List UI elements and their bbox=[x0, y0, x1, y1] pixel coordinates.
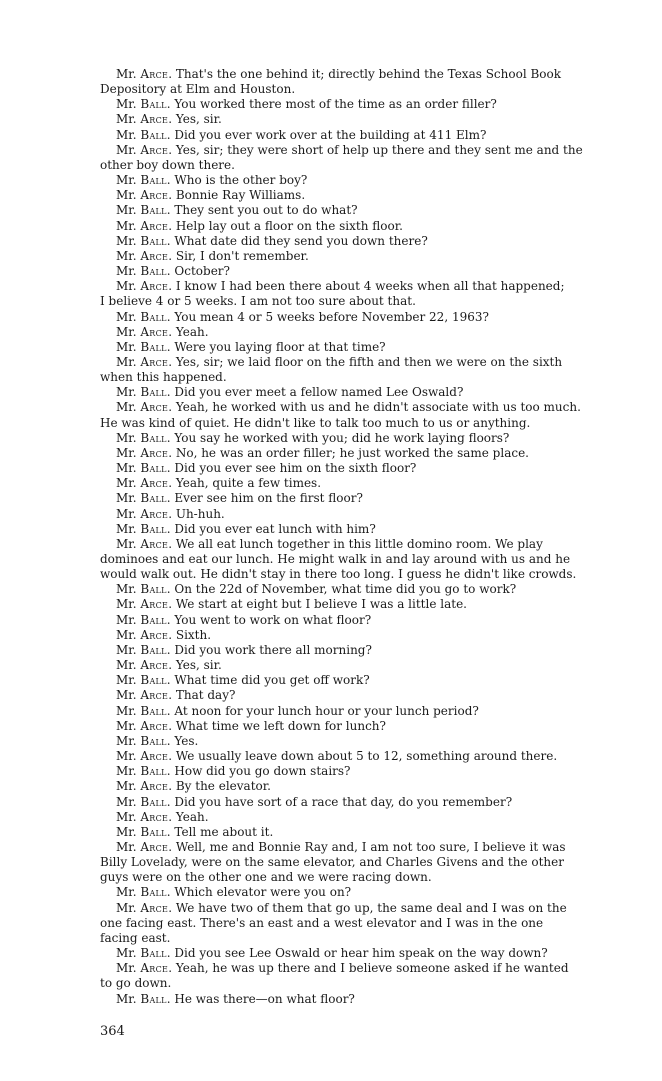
speaker-name: Arce bbox=[140, 142, 169, 157]
testimony-paragraph bbox=[100, 385, 630, 400]
testimony-paragraph bbox=[100, 840, 630, 885]
speaker-name: Arce bbox=[140, 839, 169, 854]
page-number: 364 bbox=[100, 1024, 125, 1039]
speaker-title: Mr. bbox=[116, 718, 141, 733]
line-text: Ever see him on the first floor? bbox=[174, 491, 363, 506]
line-text: Did you ever meet a fellow named Lee Oswald? bbox=[174, 385, 464, 400]
speaker-name: Arce bbox=[140, 809, 169, 824]
line-text: How did you go down stairs? bbox=[174, 764, 351, 779]
text-line: Mr. Ball. Which elevator were you on? bbox=[116, 885, 352, 900]
speaker-name: Arce bbox=[140, 536, 169, 551]
speaker-title: Mr. bbox=[116, 688, 141, 703]
testimony-paragraph bbox=[100, 764, 630, 779]
line-text: Which elevator were you on? bbox=[174, 885, 352, 900]
testimony-paragraph bbox=[100, 628, 630, 643]
speaker-title: Mr. bbox=[116, 749, 141, 764]
text-line: Mr. Arce. No, he was an order filler; he just worked the same place. bbox=[116, 445, 529, 460]
text-line: Mr. Arce. We start at eight but I believe I was a little late. bbox=[116, 597, 467, 612]
testimony-paragraph bbox=[100, 249, 630, 264]
speaker-title: Mr. bbox=[116, 385, 141, 400]
speaker-title: Mr. bbox=[116, 173, 141, 188]
text-line: Mr. Ball. Did you have sort of a race that day, do you remember? bbox=[116, 794, 513, 809]
text-line: Mr. Ball. You say he worked with you; did he work laying floors? bbox=[116, 430, 510, 445]
text-line: Mr. Arce. Yes, sir; they were short of help up there and they sent me and the bbox=[116, 142, 583, 157]
speaker-title: Mr. bbox=[116, 900, 141, 915]
speaker-title: Mr. bbox=[116, 112, 141, 127]
line-text: Help lay out a floor on the sixth floor. bbox=[175, 218, 403, 233]
line-text: What time did you get off work? bbox=[174, 673, 370, 688]
speaker-title: Mr. bbox=[116, 521, 141, 536]
text-line bbox=[100, 416, 630, 431]
speaker-name: Arce bbox=[140, 324, 169, 339]
testimony-paragraph bbox=[100, 688, 630, 703]
text-line: Mr. Ball. He was there—on what floor? bbox=[116, 991, 355, 1006]
speaker-name: Arce bbox=[140, 658, 169, 673]
text-line bbox=[100, 294, 630, 309]
text-line: Mr. Arce. That's the one behind it; directly behind the Texas School Book bbox=[116, 67, 562, 81]
text-line bbox=[100, 855, 630, 870]
testimony-paragraph bbox=[100, 97, 630, 112]
text-line: Mr. Arce. Uh-huh. bbox=[116, 506, 225, 521]
speaker-title: Mr. bbox=[116, 809, 141, 824]
text-line: Mr. Arce. Yes, sir; we laid floor on the fifth and then we were on the sixth bbox=[116, 354, 563, 369]
text-line: Mr. Ball. At noon for your lunch hour or your lunch period? bbox=[116, 703, 479, 718]
speaker-name: Ball bbox=[140, 521, 167, 536]
line-text: Depository at Elm and Houston. bbox=[100, 82, 296, 97]
testimony-paragraph bbox=[100, 582, 630, 597]
speaker-title: Mr. bbox=[116, 597, 141, 612]
text-line: Mr. Ball. What time did you get off work? bbox=[116, 673, 370, 688]
text-line: Mr. Arce. Sixth. bbox=[116, 627, 212, 642]
speaker-title: Mr. bbox=[116, 703, 141, 718]
speaker-title: Mr. bbox=[116, 612, 141, 627]
speaker-name: Arce bbox=[140, 749, 169, 764]
speaker-title: Mr. bbox=[116, 279, 141, 294]
testimony-paragraph bbox=[100, 234, 630, 249]
line-text: That day? bbox=[175, 688, 236, 703]
speaker-title: Mr. bbox=[116, 885, 141, 900]
text-line bbox=[100, 552, 630, 567]
line-text: other boy down there. bbox=[100, 157, 235, 172]
testimony-paragraph bbox=[100, 203, 630, 218]
testimony-paragraph bbox=[100, 491, 630, 506]
testimony-paragraph bbox=[100, 946, 630, 961]
text-line: Mr. Ball. Who is the other boy? bbox=[116, 173, 308, 188]
text-line: Mr. Ball. Did you ever work over at the building at 411 Elm? bbox=[116, 127, 487, 142]
speaker-title: Mr. bbox=[116, 218, 141, 233]
text-line: Mr. Ball. Ever see him on the first floor? bbox=[116, 491, 363, 506]
line-text: dominoes and eat our lunch. He might walk in and lay around with us and he bbox=[100, 552, 571, 566]
line-text: Billy Lovelady, were on the same elevator, and Charles Givens and the other bbox=[100, 855, 564, 870]
line-text: Yeah. bbox=[175, 809, 209, 824]
line-text: to go down. bbox=[100, 976, 172, 991]
testimony-paragraph bbox=[100, 810, 630, 825]
text-line: Mr. Ball. Tell me about it. bbox=[116, 824, 274, 839]
testimony-paragraph bbox=[100, 219, 630, 234]
text-line: Mr. Ball. You mean 4 or 5 weeks before November 22, 1963? bbox=[116, 309, 489, 324]
line-text: We all eat lunch together in this little domino room. We play bbox=[175, 536, 543, 551]
line-text: He was there—on what floor? bbox=[174, 991, 355, 1006]
text-line: Mr. Arce. What time we left down for lunch? bbox=[116, 718, 386, 733]
testimony-paragraph bbox=[100, 264, 630, 279]
speaker-title: Mr. bbox=[116, 203, 141, 218]
speaker-name: Ball bbox=[140, 582, 167, 597]
speaker-title: Mr. bbox=[116, 339, 141, 354]
text-line: Mr. Ball. October? bbox=[116, 264, 230, 279]
line-text: Yes, sir. bbox=[175, 658, 222, 673]
speaker-name: Ball bbox=[140, 203, 167, 218]
testimony-paragraph bbox=[100, 961, 630, 991]
text-line: Mr. Arce. Yeah. bbox=[116, 809, 209, 824]
text-line: Mr. Ball. Did you ever meet a fellow named Lee Oswald? bbox=[116, 385, 464, 400]
speaker-title: Mr. bbox=[116, 733, 141, 748]
text-line: Mr. Arce. Yes, sir. bbox=[116, 658, 222, 673]
speaker-name: Arce bbox=[140, 597, 169, 612]
speaker-title: Mr. bbox=[116, 839, 141, 854]
line-text: We start at eight but I believe I was a little late. bbox=[175, 597, 467, 612]
speaker-title: Mr. bbox=[116, 961, 141, 976]
speaker-title: Mr. bbox=[116, 264, 141, 279]
testimony-paragraph bbox=[100, 734, 630, 749]
line-text: By the elevator. bbox=[175, 779, 271, 794]
line-text: Yes, sir; they were short of help up there and they sent me and the bbox=[175, 142, 583, 157]
speaker-name: Ball bbox=[140, 97, 167, 112]
testimony-paragraph bbox=[100, 476, 630, 491]
speaker-title: Mr. bbox=[116, 430, 141, 445]
text-line: Mr. Ball. Did you work there all morning? bbox=[116, 642, 372, 657]
speaker-title: Mr. bbox=[116, 142, 141, 157]
speaker-name: Ball bbox=[140, 430, 167, 445]
speaker-title: Mr. bbox=[116, 476, 141, 491]
line-text: Did you see Lee Oswald or hear him speak on the way down? bbox=[174, 946, 548, 961]
testimony-paragraph bbox=[100, 613, 630, 628]
line-text: What time we left down for lunch? bbox=[175, 718, 386, 733]
testimony-text bbox=[100, 67, 630, 1007]
testimony-paragraph bbox=[100, 67, 630, 97]
text-line: Mr. Arce. Yeah, quite a few times. bbox=[116, 476, 322, 491]
testimony-paragraph bbox=[100, 355, 630, 385]
speaker-title: Mr. bbox=[116, 127, 141, 142]
testimony-paragraph bbox=[100, 749, 630, 764]
line-text: Yeah, quite a few times. bbox=[175, 476, 322, 491]
speaker-name: Ball bbox=[140, 703, 167, 718]
testimony-paragraph bbox=[100, 992, 630, 1007]
testimony-paragraph bbox=[100, 173, 630, 188]
text-line: Mr. Arce. Yeah, he worked with us and he didn't associate with us too much. bbox=[116, 400, 581, 415]
line-text: Did you work there all morning? bbox=[174, 642, 372, 657]
speaker-title: Mr. bbox=[116, 991, 141, 1006]
speaker-title: Mr. bbox=[116, 461, 141, 476]
line-text: when this happened. bbox=[100, 370, 227, 385]
speaker-name: Arce bbox=[140, 506, 169, 521]
text-line: Mr. Arce. Help lay out a floor on the sixth floor. bbox=[116, 218, 403, 233]
speaker-name: Arce bbox=[140, 627, 169, 642]
speaker-title: Mr. bbox=[116, 188, 141, 203]
speaker-name: Arce bbox=[140, 218, 169, 233]
speaker-title: Mr. bbox=[116, 794, 141, 809]
speaker-title: Mr. bbox=[116, 506, 141, 521]
line-text: Uh-huh. bbox=[175, 506, 225, 521]
speaker-title: Mr. bbox=[116, 233, 141, 248]
line-text: That's the one behind it; directly behind the Texas School Book bbox=[175, 67, 562, 81]
text-line: Mr. Arce. Yeah. bbox=[116, 324, 209, 339]
speaker-name: Arce bbox=[140, 188, 169, 203]
line-text: What date did they send you down there? bbox=[174, 233, 428, 248]
testimony-paragraph bbox=[100, 673, 630, 688]
text-line: Mr. Arce. Yes, sir. bbox=[116, 112, 222, 127]
text-line bbox=[100, 870, 630, 885]
speaker-name: Ball bbox=[140, 339, 167, 354]
testimony-paragraph bbox=[100, 128, 630, 143]
testimony-paragraph bbox=[100, 901, 630, 946]
line-text: Yeah. bbox=[175, 324, 209, 339]
text-line: Mr. Ball. You went to work on what floor? bbox=[116, 612, 372, 627]
speaker-name: Ball bbox=[140, 885, 167, 900]
speaker-title: Mr. bbox=[116, 764, 141, 779]
line-text: Well, me and Bonnie Ray and, I am not too sure, I believe it was bbox=[175, 839, 566, 854]
speaker-name: Arce bbox=[140, 476, 169, 491]
testimony-paragraph bbox=[100, 658, 630, 673]
testimony-paragraph bbox=[100, 310, 630, 325]
speaker-name: Arce bbox=[140, 900, 169, 915]
line-text: guys were on the other one and we were racing down. bbox=[100, 870, 432, 885]
line-text: You say he worked with you; did he work laying floors? bbox=[174, 430, 510, 445]
testimony-paragraph bbox=[100, 507, 630, 522]
speaker-name: Ball bbox=[140, 612, 167, 627]
line-text: No, he was an order filler; he just worked the same place. bbox=[175, 445, 529, 460]
testimony-paragraph bbox=[100, 325, 630, 340]
testimony-paragraph bbox=[100, 704, 630, 719]
line-text: facing east. bbox=[100, 930, 171, 945]
text-line: Mr. Arce. We all eat lunch together in this little domino room. We play bbox=[116, 536, 543, 551]
line-text: You mean 4 or 5 weeks before November 22, 1963? bbox=[174, 309, 489, 324]
speaker-title: Mr. bbox=[116, 673, 141, 688]
speaker-name: Arce bbox=[140, 400, 169, 415]
text-line bbox=[100, 931, 630, 946]
speaker-name: Ball bbox=[140, 309, 167, 324]
testimony-paragraph bbox=[100, 143, 630, 173]
speaker-name: Arce bbox=[140, 688, 169, 703]
testimony-paragraph bbox=[100, 779, 630, 794]
testimony-paragraph bbox=[100, 825, 630, 840]
speaker-name: Arce bbox=[140, 779, 169, 794]
text-line bbox=[100, 976, 630, 991]
text-line bbox=[100, 567, 630, 582]
text-line bbox=[100, 916, 630, 931]
speaker-name: Arce bbox=[140, 445, 169, 460]
speaker-title: Mr. bbox=[116, 582, 141, 597]
speaker-title: Mr. bbox=[116, 324, 141, 339]
text-line: Mr. Ball. What date did they send you down there? bbox=[116, 233, 428, 248]
line-text: Did you ever eat lunch with him? bbox=[174, 521, 376, 536]
text-line: Mr. Ball. You worked there most of the time as an order filler? bbox=[116, 97, 497, 112]
testimony-paragraph bbox=[100, 885, 630, 900]
text-line: Mr. Ball. Did you ever eat lunch with him? bbox=[116, 521, 376, 536]
speaker-name: Arce bbox=[140, 354, 169, 369]
line-text: Tell me about it. bbox=[174, 824, 274, 839]
line-text: Yes, sir; we laid floor on the fifth and then we were on the sixth bbox=[175, 354, 563, 369]
line-text: Yes. bbox=[174, 733, 199, 748]
testimony-paragraph bbox=[100, 597, 630, 612]
testimony-paragraph bbox=[100, 188, 630, 203]
text-line: Mr. Arce. Yeah, he was up there and I believe someone asked if he wanted bbox=[116, 961, 569, 976]
line-text: Who is the other boy? bbox=[174, 173, 308, 188]
speaker-name: Ball bbox=[140, 461, 167, 476]
text-line: Mr. Ball. On the 22d of November, what time did you go to work? bbox=[116, 582, 517, 597]
testimony-paragraph bbox=[100, 795, 630, 810]
speaker-title: Mr. bbox=[116, 354, 141, 369]
text-line: Mr. Arce. Bonnie Ray Williams. bbox=[116, 188, 306, 203]
speaker-name: Ball bbox=[140, 491, 167, 506]
speaker-name: Ball bbox=[140, 233, 167, 248]
text-line bbox=[100, 370, 630, 385]
line-text: Bonnie Ray Williams. bbox=[175, 188, 306, 203]
line-text: Yeah, he was up there and I believe someone asked if he wanted bbox=[175, 961, 569, 976]
text-line: Mr. Ball. Were you laying floor at that time? bbox=[116, 339, 386, 354]
text-line: Mr. Arce. Sir, I don't remember. bbox=[116, 248, 309, 263]
line-text: Did you ever work over at the building at 411 Elm? bbox=[174, 127, 487, 142]
testimony-paragraph bbox=[100, 537, 630, 582]
speaker-name: Ball bbox=[140, 264, 167, 279]
speaker-name: Ball bbox=[140, 794, 167, 809]
speaker-title: Mr. bbox=[116, 309, 141, 324]
text-line: Mr. Arce. We have two of them that go up, the same deal and I was on the bbox=[116, 900, 567, 915]
line-text: Sir, I don't remember. bbox=[175, 248, 309, 263]
testimony-paragraph bbox=[100, 431, 630, 446]
speaker-name: Arce bbox=[140, 67, 169, 81]
speaker-title: Mr. bbox=[116, 658, 141, 673]
text-line: Mr. Ball. They sent you out to do what? bbox=[116, 203, 358, 218]
testimony-paragraph bbox=[100, 340, 630, 355]
line-text: Yes, sir. bbox=[175, 112, 222, 127]
speaker-name: Ball bbox=[140, 127, 167, 142]
speaker-title: Mr. bbox=[116, 491, 141, 506]
testimony-paragraph bbox=[100, 461, 630, 476]
speaker-name: Ball bbox=[140, 642, 167, 657]
text-line: Mr. Arce. That day? bbox=[116, 688, 236, 703]
speaker-name: Ball bbox=[140, 733, 167, 748]
text-line: Mr. Arce. By the elevator. bbox=[116, 779, 271, 794]
speaker-name: Arce bbox=[140, 961, 169, 976]
line-text: I know I had been there about 4 weeks when all that happened; bbox=[175, 279, 565, 294]
testimony-paragraph bbox=[100, 719, 630, 734]
speaker-name: Ball bbox=[140, 824, 167, 839]
line-text: Did you have sort of a race that day, do you remember? bbox=[174, 794, 513, 809]
line-text: Sixth. bbox=[175, 627, 212, 642]
line-text: Yeah, he worked with us and he didn't associate with us too much. bbox=[175, 400, 581, 415]
text-line: Mr. Ball. Yes. bbox=[116, 733, 199, 748]
text-line: Mr. Ball. How did you go down stairs? bbox=[116, 764, 351, 779]
text-line: Mr. Arce. We usually leave down about 5 to 12, something around there. bbox=[116, 749, 558, 764]
text-line bbox=[100, 82, 630, 97]
line-text: On the 22d of November, what time did you go to work? bbox=[174, 582, 517, 597]
speaker-title: Mr. bbox=[116, 248, 141, 263]
line-text: Did you ever see him on the sixth floor? bbox=[174, 461, 417, 476]
speaker-name: Ball bbox=[140, 946, 167, 961]
speaker-name: Ball bbox=[140, 173, 167, 188]
testimony-paragraph bbox=[100, 112, 630, 127]
testimony-paragraph bbox=[100, 522, 630, 537]
line-text: You worked there most of the time as an order filler? bbox=[174, 97, 497, 112]
text-line: Mr. Arce. I know I had been there about 4 weeks when all that happened; bbox=[116, 279, 565, 294]
speaker-name: Arce bbox=[140, 112, 169, 127]
testimony-paragraph bbox=[100, 643, 630, 658]
testimony-paragraph bbox=[100, 446, 630, 461]
testimony-paragraph bbox=[100, 279, 630, 309]
line-text: one facing east. There's an east and a west elevator and I was in the one bbox=[100, 915, 544, 930]
speaker-title: Mr. bbox=[116, 642, 141, 657]
testimony-paragraph bbox=[100, 400, 630, 430]
speaker-name: Ball bbox=[140, 764, 167, 779]
line-text: They sent you out to do what? bbox=[174, 203, 358, 218]
speaker-title: Mr. bbox=[116, 946, 141, 961]
speaker-name: Ball bbox=[140, 991, 167, 1006]
line-text: We usually leave down about 5 to 12, something around there. bbox=[175, 749, 558, 764]
speaker-title: Mr. bbox=[116, 779, 141, 794]
speaker-name: Arce bbox=[140, 279, 169, 294]
text-line: Mr. Ball. Did you see Lee Oswald or hear him speak on the way down? bbox=[116, 946, 548, 961]
line-text: We have two of them that go up, the same deal and I was on the bbox=[175, 900, 567, 915]
speaker-title: Mr. bbox=[116, 445, 141, 460]
line-text: October? bbox=[174, 264, 230, 279]
speaker-title: Mr. bbox=[116, 627, 141, 642]
speaker-name: Ball bbox=[140, 385, 167, 400]
text-line bbox=[100, 158, 630, 173]
text-line: Mr. Arce. Well, me and Bonnie Ray and, I am not too sure, I believe it was bbox=[116, 839, 566, 854]
speaker-title: Mr. bbox=[116, 97, 141, 112]
line-text: Were you laying floor at that time? bbox=[174, 339, 386, 354]
speaker-title: Mr. bbox=[116, 824, 141, 839]
line-text: I believe 4 or 5 weeks. I am not too sure about that. bbox=[100, 294, 416, 309]
speaker-name: Arce bbox=[140, 718, 169, 733]
speaker-name: Ball bbox=[140, 673, 167, 688]
speaker-title: Mr. bbox=[116, 400, 141, 415]
line-text: At noon for your lunch hour or your lunch period? bbox=[174, 703, 479, 718]
speaker-name: Arce bbox=[140, 248, 169, 263]
text-line: Mr. Ball. Did you ever see him on the sixth floor? bbox=[116, 461, 417, 476]
line-text: You went to work on what floor? bbox=[174, 612, 372, 627]
line-text: He was kind of quiet. He didn't like to talk too much to us or anything. bbox=[100, 415, 531, 430]
line-text: would walk out. He didn't stay in there too long. I guess he didn't like crowds. bbox=[100, 567, 577, 582]
speaker-title: Mr. bbox=[116, 67, 141, 81]
speaker-title: Mr. bbox=[116, 536, 141, 551]
